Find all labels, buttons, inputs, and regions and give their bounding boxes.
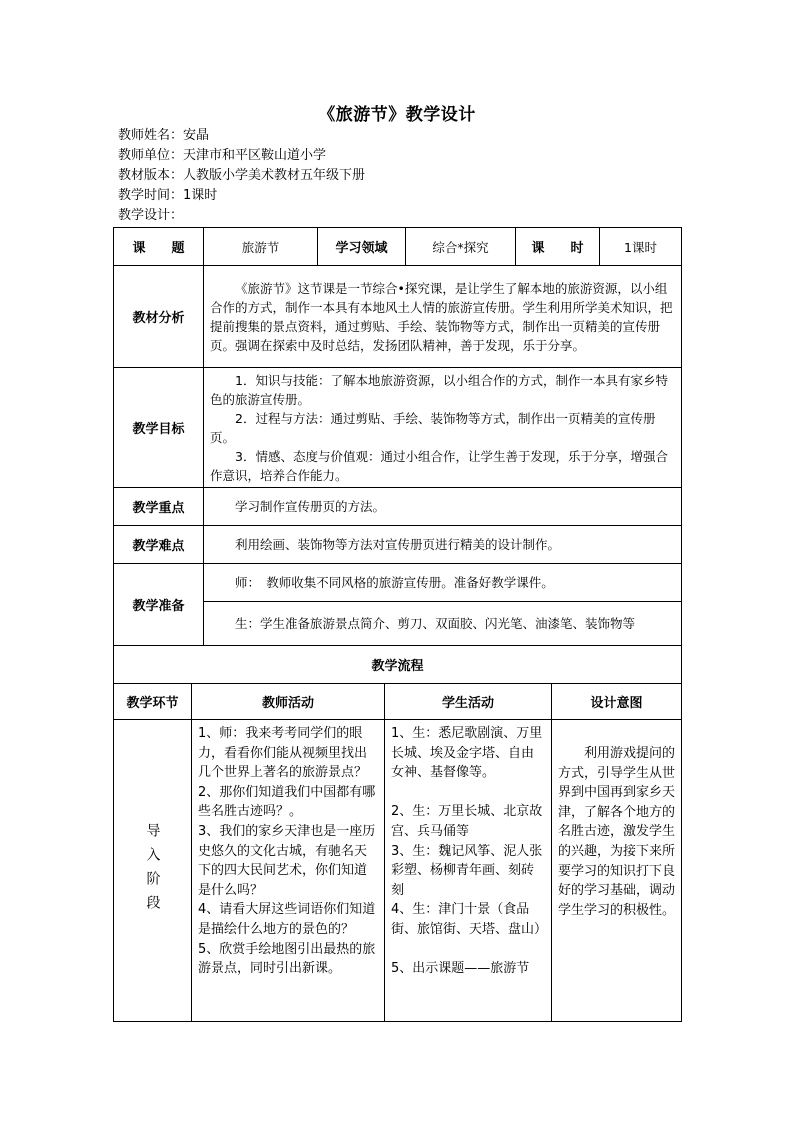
flow-header-intent: 设计意图 <box>552 684 682 720</box>
meta-teacher-unit <box>118 146 326 166</box>
student-activity-cell <box>385 720 552 1022</box>
difficulty-label: 教学难点 <box>114 526 204 564</box>
student-activity-item: 4、生：津门十景（食品街、旅馆街、天塔、盘山） <box>391 902 548 937</box>
flow-title: 教学流程 <box>114 646 682 684</box>
teacher-activity-item: 4、请看大屏这些词语你们知道是描绘什么地方的景色的？ <box>198 902 376 937</box>
meta-label: 教材版本： <box>118 168 184 183</box>
prep-label: 教学准备 <box>114 564 204 646</box>
key-point-label: 教学重点 <box>114 488 204 526</box>
flow-header-student: 学生活动 <box>385 684 552 720</box>
teacher-activity-item: 5、欣赏手绘地图引出最热的旅游景点，同时引出新课。 <box>198 941 376 977</box>
stage-name: 导入阶段 <box>144 822 161 919</box>
prep-teacher: 师： 教师收集不同风格的旅游宣传册。准备好教学课件。 <box>204 564 682 602</box>
goals-label: 教学目标 <box>114 368 204 488</box>
meta-value: 安晶 <box>183 128 210 143</box>
period-header: 课 时 <box>516 228 600 266</box>
table-row <box>114 646 682 684</box>
meta-label: 教学时间： <box>118 188 184 203</box>
meta-value: 天津市和平区鞍山道小学 <box>183 148 327 163</box>
student-activity-item: 3、生：魏记风筝、泥人张彩塑、杨柳青年画、刻砖刻 <box>391 843 543 898</box>
domain-header: 学习领域 <box>318 228 406 266</box>
table-row <box>114 564 682 602</box>
goal-item: 3．情感、态度与价值观：通过小组合作，让学生善于发现，乐于分享，增强合作意识，培养合作能力。 <box>210 448 668 483</box>
table-row <box>114 488 682 526</box>
meta-time <box>118 186 217 206</box>
meta-label: 教学设计： <box>118 208 184 223</box>
topic-header: 课 题 <box>114 228 204 266</box>
prep-student: 生：学生准备旅游景点简介、剪刀、双面胶、闪光笔、油漆笔、装饰物等 <box>204 602 682 646</box>
teacher-activity-item: 1、师：我来考考同学们的眼力，看看你们能从视频里找出几个世界上著名的旅游景点？ <box>198 726 368 781</box>
meta-teacher-name <box>118 126 209 146</box>
teacher-activity-item: 2、那你们知道我们中国都有哪些名胜古迹吗？。 <box>198 784 376 820</box>
analysis-label: 教材分析 <box>114 266 204 368</box>
meta-value: 人教版小学美术教材五年级下册 <box>183 168 366 183</box>
document-title: 《旅游节》教学设计 <box>318 105 476 125</box>
student-activity-item: 5、出示课题——旅游节 <box>391 961 530 977</box>
period-value: 1课时 <box>600 228 682 266</box>
domain-value: 综合*探究 <box>406 228 516 266</box>
analysis-text: 《旅游节》这节课是一节综合•探究课，是让学生了解本地的旅游资源，以小组合作的方式，制作一本具有本地风土人情的旅游宣传册。学生利用所学美术知识，把提前搜集的景点资料，通过剪贴、手绘、装饰物等方式，制作出一页精美的宣传册页。强调在探索中及时总结，发扬团队精神，善于发现，乐于分享。 <box>204 266 682 368</box>
key-point-text: 学习制作宣传册页的方法。 <box>204 488 682 526</box>
student-activity-item: 2、生：万里长城、北京故宫、兵马俑等 <box>391 804 543 839</box>
goals-cell <box>204 368 682 488</box>
flow-header-teacher: 教师活动 <box>192 684 385 720</box>
table-row <box>114 266 682 368</box>
table-row <box>114 684 682 720</box>
teaching-flow-table <box>113 683 682 1022</box>
meta-design <box>118 206 183 226</box>
table-row <box>114 368 682 488</box>
table-row <box>114 720 682 1022</box>
topic-value: 旅游节 <box>204 228 318 266</box>
meta-value: 1课时 <box>183 188 218 203</box>
teacher-activity-cell <box>192 720 385 1022</box>
difficulty-text: 利用绘画、装饰物等方法对宣传册页进行精美的设计制作。 <box>204 526 682 564</box>
meta-label: 教师姓名： <box>118 128 184 143</box>
goal-item: 2．过程与方法：通过剪贴、手绘、装饰物等方式，制作出一页精美的宣传册页。 <box>210 410 656 445</box>
teacher-activity-item: 3、我们的家乡天津也是一座历史悠久的文化古城，有驰名天下的四大民间艺术，你们知道是什么吗？ <box>198 823 376 898</box>
meta-label: 教师单位： <box>118 148 184 163</box>
intent-cell <box>552 720 682 1022</box>
student-activity-item: 1、生：悉尼歌剧演、万里长城、埃及金字塔、自由女神、基督像等。 <box>391 726 543 781</box>
meta-textbook <box>118 166 365 186</box>
lesson-info-table <box>113 227 682 684</box>
flow-header-stage: 教学环节 <box>114 684 192 720</box>
goal-item: 1．知识与技能：了解本地旅游资源，以小组合作的方式，制作一本具有家乡特色的旅游宣传册。 <box>210 372 668 407</box>
stage-name-cell <box>114 720 192 1022</box>
table-row <box>114 228 682 266</box>
table-row <box>114 526 682 564</box>
design-intent-text: 利用游戏提问的方式，引导学生从世界到中国再到家乡天津，了解各个地方的名胜古迹，激发学生的兴趣，为接下来所要学习的知识打下良好的学习基础，调动学生学习的积极性。 <box>558 746 676 918</box>
